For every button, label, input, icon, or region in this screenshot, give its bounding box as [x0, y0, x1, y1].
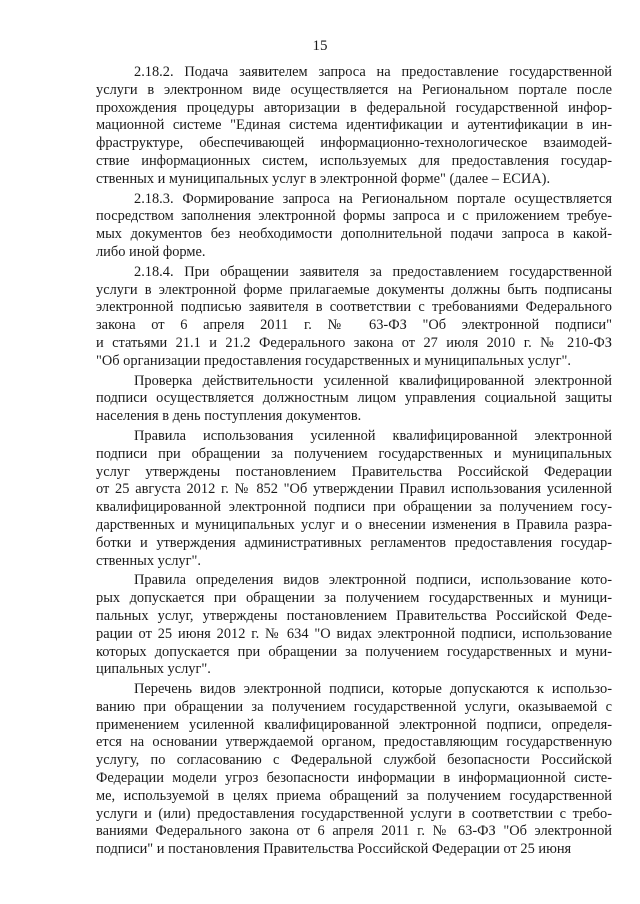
text-line: 2.18.2. Подача заявителем запроса на предоставление государственной — [134, 64, 612, 80]
text-line: ме, используемой в целях приема обращений за получением государственной — [96, 787, 612, 804]
text-line: "Об организации предоставления государственных и муниципальных услуг". — [96, 352, 572, 369]
text-line: услуги в электронной форме прилагаемые документы должны быть подписаны — [96, 281, 612, 298]
text-line: 2.18.3. Формирование запроса на Региональном портале осуществляется — [134, 190, 612, 207]
text-line: ботки и утверждения административных регламентов предоставления государ- — [96, 534, 612, 551]
text-line: пальных услуг, утверждены постановлением Правительства Российской Феде- — [96, 607, 612, 624]
text-line: услуги и (или) предоставления государственной услуги в соответствии с требо- — [96, 805, 612, 822]
text-line: Проверка действительности усиленной квалифицированной электронной — [134, 372, 612, 389]
text-line: подписи при обращении за получением государственных и муниципальных — [96, 445, 612, 462]
text-line: ванию при обращении за получением государственной услуги, оказываемой с — [96, 698, 612, 715]
paragraph-p-verification — [96, 373, 612, 426]
text-line: Перечень видов электронной подписи, которые допускаются к использо- — [134, 681, 612, 698]
text-line: ется на основании утверждаемой органом, предоставляющим государственную — [96, 734, 612, 751]
text-line: ственных услуг". — [96, 552, 201, 569]
paragraph-p-rules-types — [96, 572, 612, 679]
text-line: мационной системе "Единая система идентификации и аутентификации в ин- — [96, 117, 612, 134]
text-line: от 25 августа 2012 г. № 852 "Об утверждении Правил использования усиленной — [96, 481, 612, 498]
text-line: ственных и муниципальных услуг в электронной форме" (далее – ЕСИА). — [96, 170, 551, 187]
text-line: прохождения процедуры авторизации в федеральной государственной инфор- — [96, 99, 612, 116]
text-line: услуг утверждены постановлением Правительства Российской Федерации — [96, 463, 612, 480]
text-line: подписи" и постановления Правительства Российской Федерации от 25 июня — [96, 841, 572, 858]
document-body — [96, 64, 612, 859]
text-line: мых документов без необходимости дополнительной подачи запроса в какой- — [96, 226, 612, 243]
text-line: закона от 6 апреля 2011 г. № 63-ФЗ "Об электронной подписи" — [96, 317, 612, 334]
text-line: квалифицированной электронной подписи при обращении за получением госу- — [96, 499, 612, 516]
paragraph-p-rules-usage — [96, 428, 612, 570]
text-line: ваниями Федерального закона от 6 апреля 2011 г. № 63-ФЗ "Об электронной — [96, 823, 612, 840]
text-line: применением усиленной квалифицированной электронной подписи, определя- — [96, 716, 612, 733]
text-line: услуги в электронном виде осуществляется на Региональном портале после — [96, 81, 612, 98]
text-line: подписи осуществляется должностным лицом управления социальной защиты — [96, 390, 612, 407]
text-line: рых допускается при обращении за получением государственных и муници- — [96, 590, 612, 607]
text-line: посредством заполнения электронной формы запроса и с приложением требуе- — [96, 208, 612, 225]
text-line: Федерации модели угроз безопасности информации в информационной систе- — [96, 770, 612, 787]
text-line: услугу, по согласованию с Федеральной службой безопасности Российской — [96, 752, 612, 769]
text-line: ствие информационных систем, используемых для предоставления государ- — [96, 152, 612, 169]
text-line: либо иной форме. — [96, 243, 206, 260]
text-line: и статьями 21.1 и 21.2 Федерального закона от 27 июля 2010 г. № 210-ФЗ — [96, 334, 612, 351]
paragraph-p-2-18-2 — [96, 64, 612, 189]
paragraph-p-list-types — [96, 681, 612, 859]
text-line: фраструктуре, обеспечивающей информационно-технологическое взаимодей- — [96, 135, 612, 152]
text-line: 2.18.4. При обращении заявителя за предоставлением государственной — [134, 263, 612, 280]
paragraph-p-2-18-3 — [96, 191, 612, 262]
page-number: 15 — [312, 38, 328, 54]
text-line: населения в день поступления документов. — [96, 408, 362, 425]
text-line: Правила использования усиленной квалифицированной электронной — [134, 427, 612, 444]
text-line: электронной подписью заявителя в соответствии с требованиями Федерального — [96, 299, 612, 316]
text-line: дарственных и муниципальных услуг и о внесении изменения в Правила разра- — [96, 516, 612, 533]
text-line: ципальных услуг". — [96, 661, 211, 678]
text-line: рации от 25 июня 2012 г. № 634 "О видах электронной подписи, использование — [96, 625, 612, 642]
text-line: которых допускается при обращении за получением государственных и муни- — [96, 643, 612, 660]
paragraph-p-2-18-4 — [96, 264, 612, 371]
text-line: Правила определения видов электронной подписи, использование кото- — [134, 572, 612, 589]
